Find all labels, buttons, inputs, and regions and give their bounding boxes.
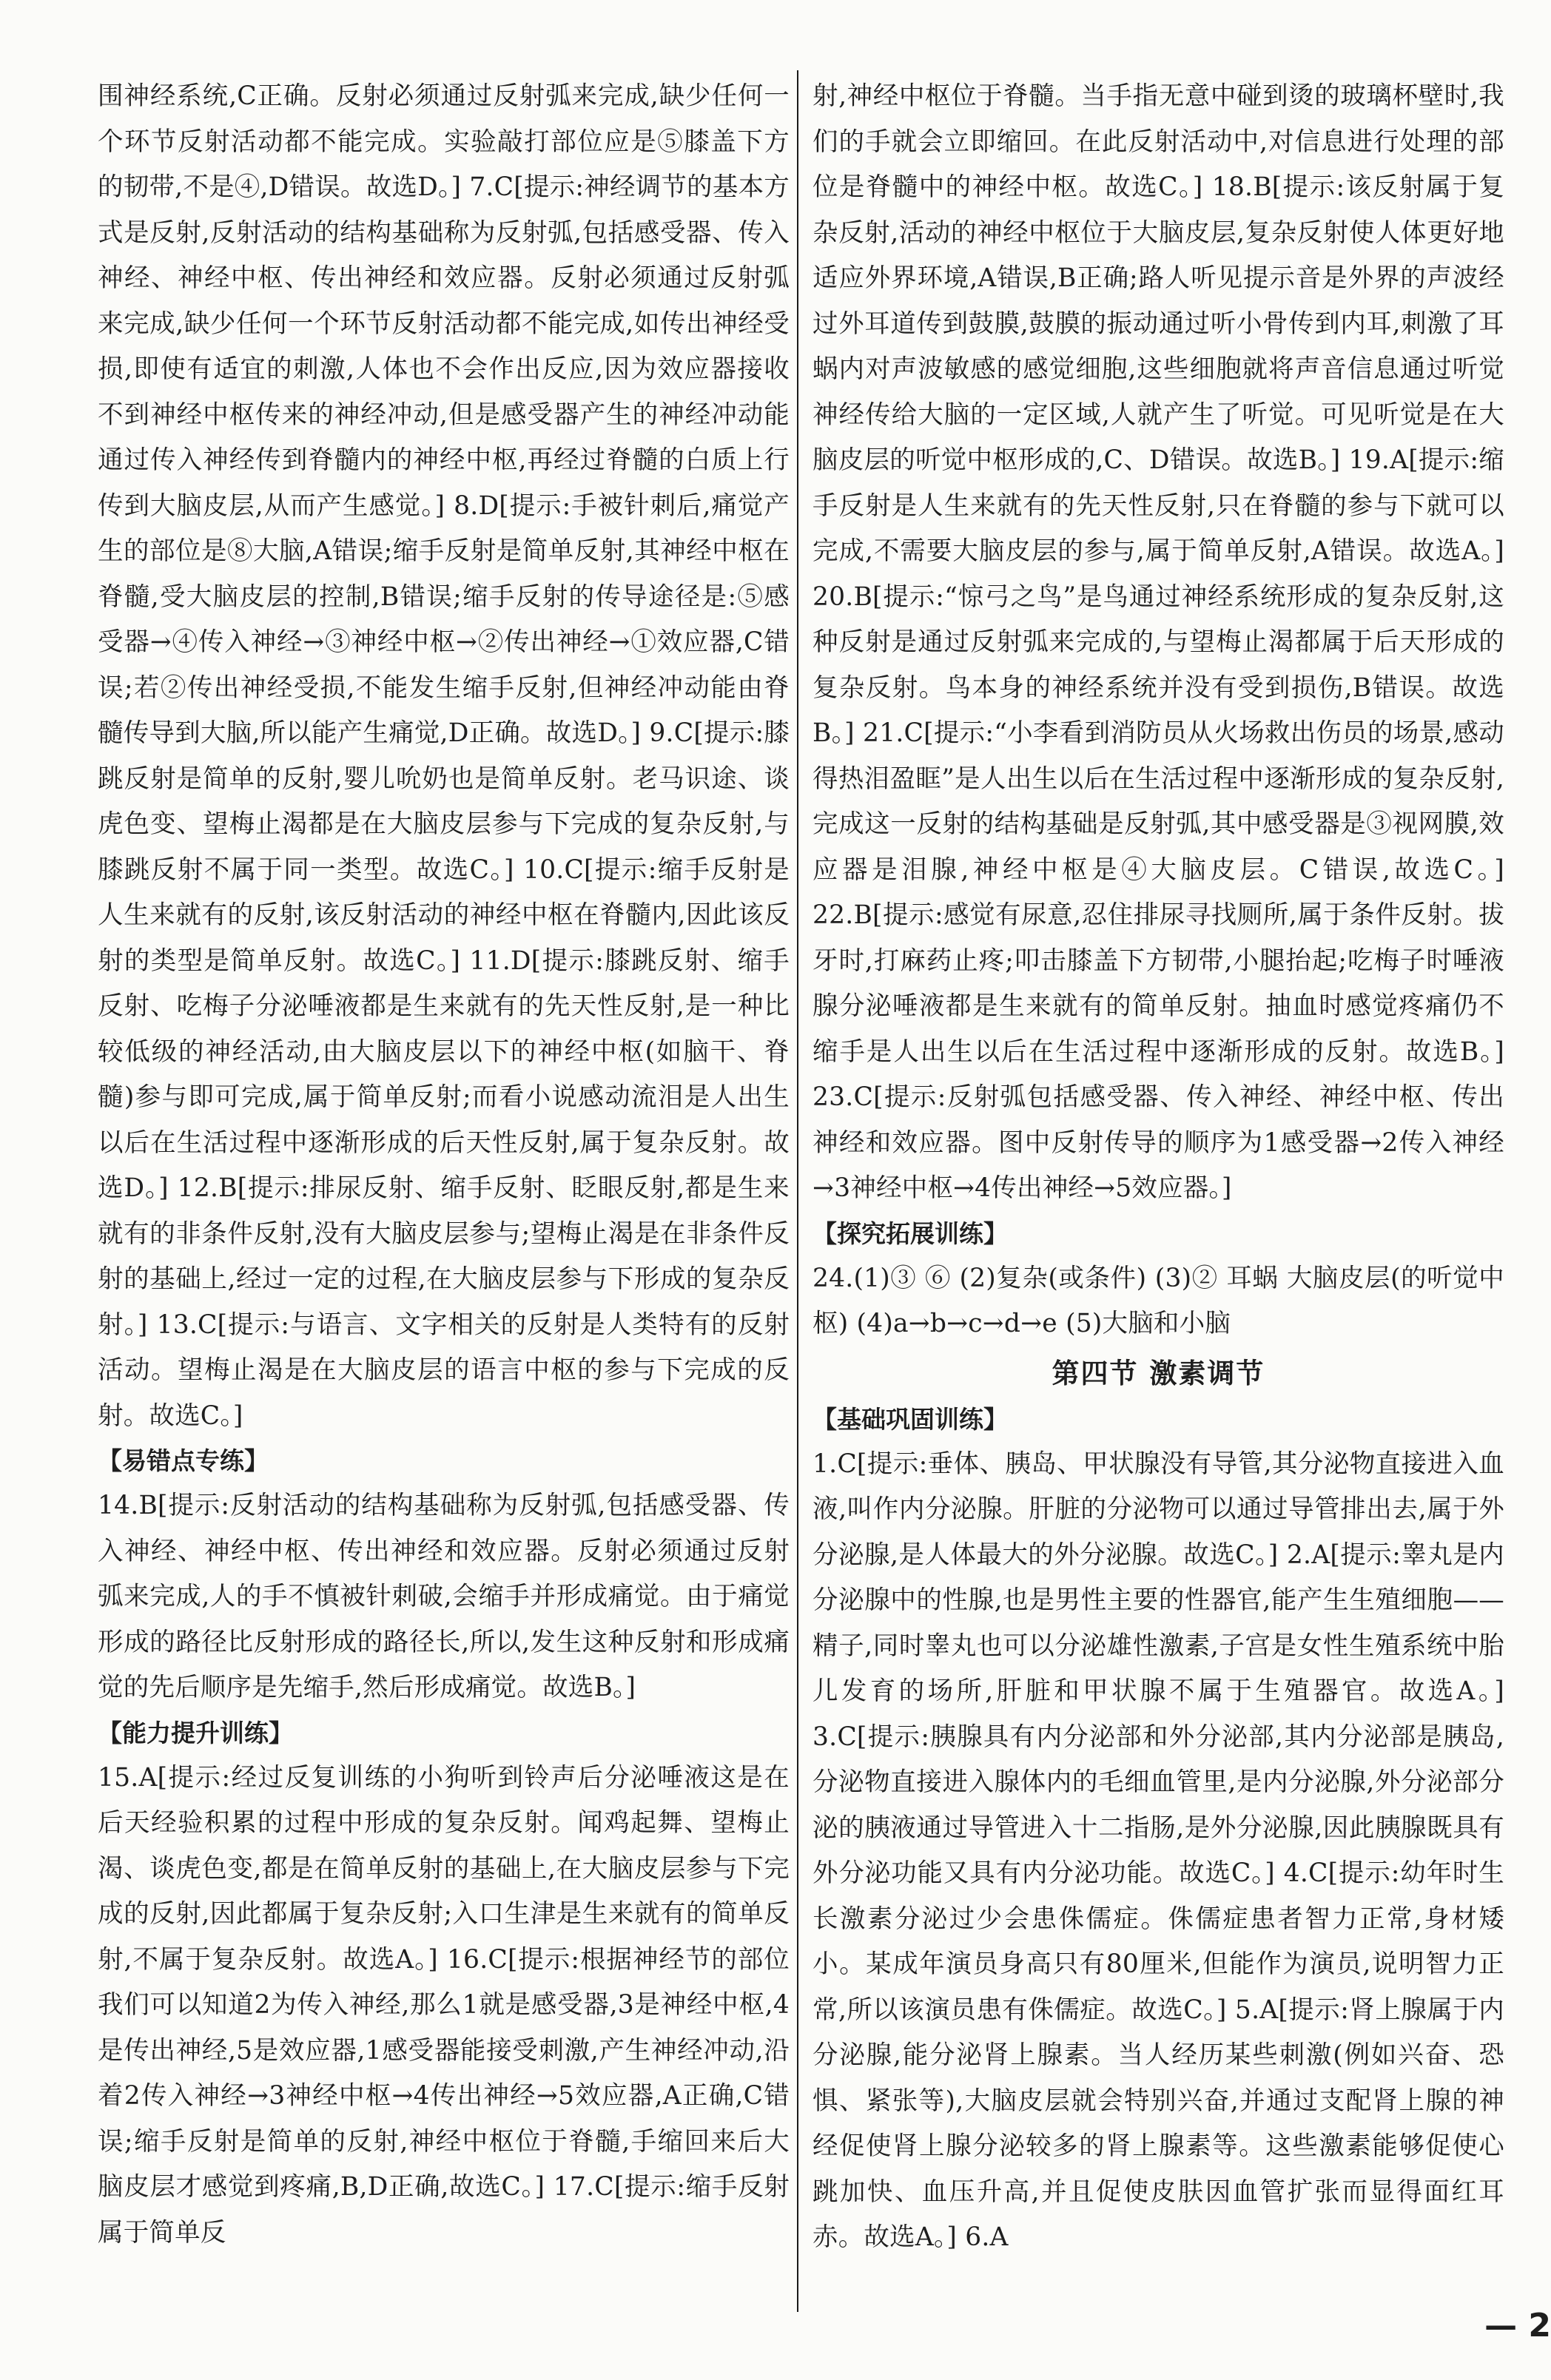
section-label-error-prone: 【易错点专练】: [98, 1446, 269, 1475]
section-label-basic-consolidation: 【基础巩固训练】: [812, 1404, 1008, 1434]
page-number: — 2: [1484, 2307, 1551, 2344]
left-column: [98, 74, 790, 2256]
section-label-exploration: 【探究拓展训练】: [812, 1218, 1008, 1248]
answer-text-block: 射,神经中枢位于脊髓。当手指无意中碰到烫的玻璃杯壁时,我们的手就会立即缩回。在此反射活动中,对信息进行处理的部位是脊髓中的神经中枢。故选C。] 18.B[提示:该反射属于复杂反射,活动的神经中枢位于大脑皮层,复杂反射使人体更好地适应外界环境,A错误,B正确;路人听见提示音是外界的声波经过外耳道传到鼓膜,鼓膜的振动通过听小骨传到内耳,刺激了耳蜗内对声波敏感的感觉细胞,这些细胞就将声音信息通过听觉神经传给大脑的一定区域,人就产生了听觉。可见听觉是在大脑皮层的听觉中枢形成的,C、D错误。故选B。] 19.A[提示:缩手反射是人生来就有的先天性反射,只在脊髓的参与下就可以完成,不需要大脑皮层的参与,属于简单反射,A错误。故选A。] 20.B[提示:“惊弓之鸟”是鸟通过神经系统形成的复杂反射,这种反射是通过反射弧来完成的,与望梅止渴都属于后天形成的复杂反射。鸟本身的神经系统并没有受到损伤,B错误。故选B。] 21.C[提示:“小李看到消防员从火场救出伤员的场景,感动得热泪盈眶”是人出生以后在生活过程中逐渐形成的复杂反射,完成这一反射的结构基础是反射弧,其中感受器是③视网膜,效应器是泪腺,神经中枢是④大脑皮层。C错误,故选C。] 22.B[提示:感觉有尿意,忍住排尿寻找厕所,属于条件反射。拔牙时,打麻药止疼;叩击膝盖下方韧带,小腿抬起;吃梅子时唾液腺分泌唾液都是生来就有的简单反射。抽血时感觉疼痛仍不缩手是人出生以后在生活过程中逐渐形成的反射。故选B。] 23.C[提示:反射弧包括感受器、传入神经、神经中枢、传出神经和效应器。图中反射传导的顺序为1感受器→2传入神经→3神经中枢→4传出神经→5效应器。]: [812, 81, 1504, 1203]
answer-text-block: 14.B[提示:反射活动的结构基础称为反射弧,包括感受器、传入神经、神经中枢、传出神经和效应器。反射必须通过反射弧来完成,人的手不慎被针刺破,会缩手并形成痛觉。由于痛觉形成的路径比反射形成的路径长,所以,发生这种反射和形成痛觉的先后顺序是先缩手,然后形成痛觉。故选B。]: [98, 1491, 790, 1702]
column-divider: [797, 70, 798, 2312]
section-title: 第四节 激素调节: [1052, 1357, 1265, 1389]
section-label-ability-improvement: 【能力提升训练】: [98, 1718, 293, 1747]
answer-text-block: 围神经系统,C正确。反射必须通过反射弧来完成,缺少任何一个环节反射活动都不能完成。实验敲打部位应是⑤膝盖下方的韧带,不是④,D错误。故选D。] 7.C[提示:神经调节的基本方式是反射,反射活动的结构基础称为反射弧,包括感受器、传入神经、神经中枢、传出神经和效应器。反射必须通过反射弧来完成,缺少任何一个环节反射活动都不能完成,如传出神经受损,即使有适宜的刺激,人体也不会作出反应,因为效应器接收不到神经中枢传来的神经冲动,但是感受器产生的神经冲动能通过传入神经传到脊髓内的神经中枢,再经过脊髓的白质上行传到大脑皮层,从而产生感觉。] 8.D[提示:手被针刺后,痛觉产生的部位是⑧大脑,A错误;缩手反射是简单反射,其神经中枢在脊髓,受大脑皮层的控制,B错误;缩手反射的传导途径是:⑤感受器→④传入神经→③神经中枢→②传出神经→①效应器,C错误;若②传出神经受损,不能发生缩手反射,但神经冲动能由脊髓传导到大脑,所以能产生痛觉,D正确。故选D。] 9.C[提示:膝跳反射是简单的反射,婴儿吮奶也是简单反射。老马识途、谈虎色变、望梅止渴都是在大脑皮层参与下完成的复杂反射,与膝跳反射不属于同一类型。故选C。] 10.C[提示:缩手反射是人生来就有的反射,该反射活动的神经中枢在脊髓内,因此该反射的类型是简单反射。故选C。] 11.D[提示:膝跳反射、缩手反射、吃梅子分泌唾液都是生来就有的先天性反射,是一种比较低级的神经活动,由大脑皮层以下的神经中枢(如脑干、脊髓)参与即可完成,属于简单反射;而看小说感动流泪是人出生以后在生活过程中逐渐形成的后天性反射,属于复杂反射。故选D。] 12.B[提示:排尿反射、缩手反射、眨眼反射,都是生来就有的非条件反射,没有大脑皮层参与;望梅止渴是在非条件反射的基础上,经过一定的过程,在大脑皮层参与下形成的复杂反射。] 13.C[提示:与语言、文字相关的反射是人类特有的反射活动。望梅止渴是在大脑皮层的语言中枢的参与下完成的反射。故选C。]: [98, 81, 790, 1431]
answer-text-block: 1.C[提示:垂体、胰岛、甲状腺没有导管,其分泌物直接进入血液,叫作内分泌腺。肝脏的分泌物可以通过导管排出去,属于外分泌腺,是人体最大的外分泌腺。故选C。] 2.A[提示:睾丸是内分泌腺中的性腺,也是男性主要的性器官,能产生生殖细胞——精子,同时睾丸也可以分泌雄性激素,子宫是女性生殖系统中胎儿发育的场所,肝脏和甲状腺不属于生殖器官。故选A。] 3.C[提示:胰腺具有内分泌部和外分泌部,其内分泌部是胰岛,分泌物直接进入腺体内的毛细血管里,是内分泌腺,外分泌部分泌的胰液通过导管进入十二指肠,是外分泌腺,因此胰腺既具有外分泌功能又具有内分泌功能。故选C。] 4.C[提示:幼年时生长激素分泌过少会患侏儒症。侏儒症患者智力正常,身材矮小。某成年演员身高只有80厘米,但能作为演员,说明智力正常,所以该演员患有侏儒症。故选C。] 5.A[提示:肾上腺属于内分泌腺,能分泌肾上腺素。当人经历某些刺激(例如兴奋、恐惧、紧张等),大脑皮层就会特别兴奋,并通过支配肾上腺的神经促使肾上腺分泌较多的肾上腺素等。这些激素能够促使心跳加快、血压升高,并且促使皮肤因血管扩张而显得面红耳赤。故选A。] 6.A: [812, 1449, 1504, 2252]
answer-text-block: 15.A[提示:经过反复训练的小狗听到铃声后分泌唾液这是在后天经验积累的过程中形成的复杂反射。闻鸡起舞、望梅止渴、谈虎色变,都是在简单反射的基础上,在大脑皮层参与下完成的反射,因此都属于复杂反射;入口生津是生来就有的简单反射,不属于复杂反射。故选A。] 16.C[提示:根据神经节的部位我们可以知道2为传入神经,那么1就是感受器,3是神经中枢,4是传出神经,5是效应器,1感受器能接受刺激,产生神经冲动,沿着2传入神经→3神经中枢→4传出神经→5效应器,A正确,C错误;缩手反射是简单的反射,神经中枢位于脊髓,手缩回来后大脑皮层才感觉到疼痛,B,D正确,故选C。] 17.C[提示:缩手反射属于简单反: [98, 1762, 790, 2248]
right-column: [812, 74, 1504, 2261]
answer-text-block: 24.(1)③ ⑥ (2)复杂(或条件) (3)② 耳蜗 大脑皮层(的听觉中枢) (4)a→b→c→d→e (5)大脑和小脑: [812, 1263, 1504, 1338]
